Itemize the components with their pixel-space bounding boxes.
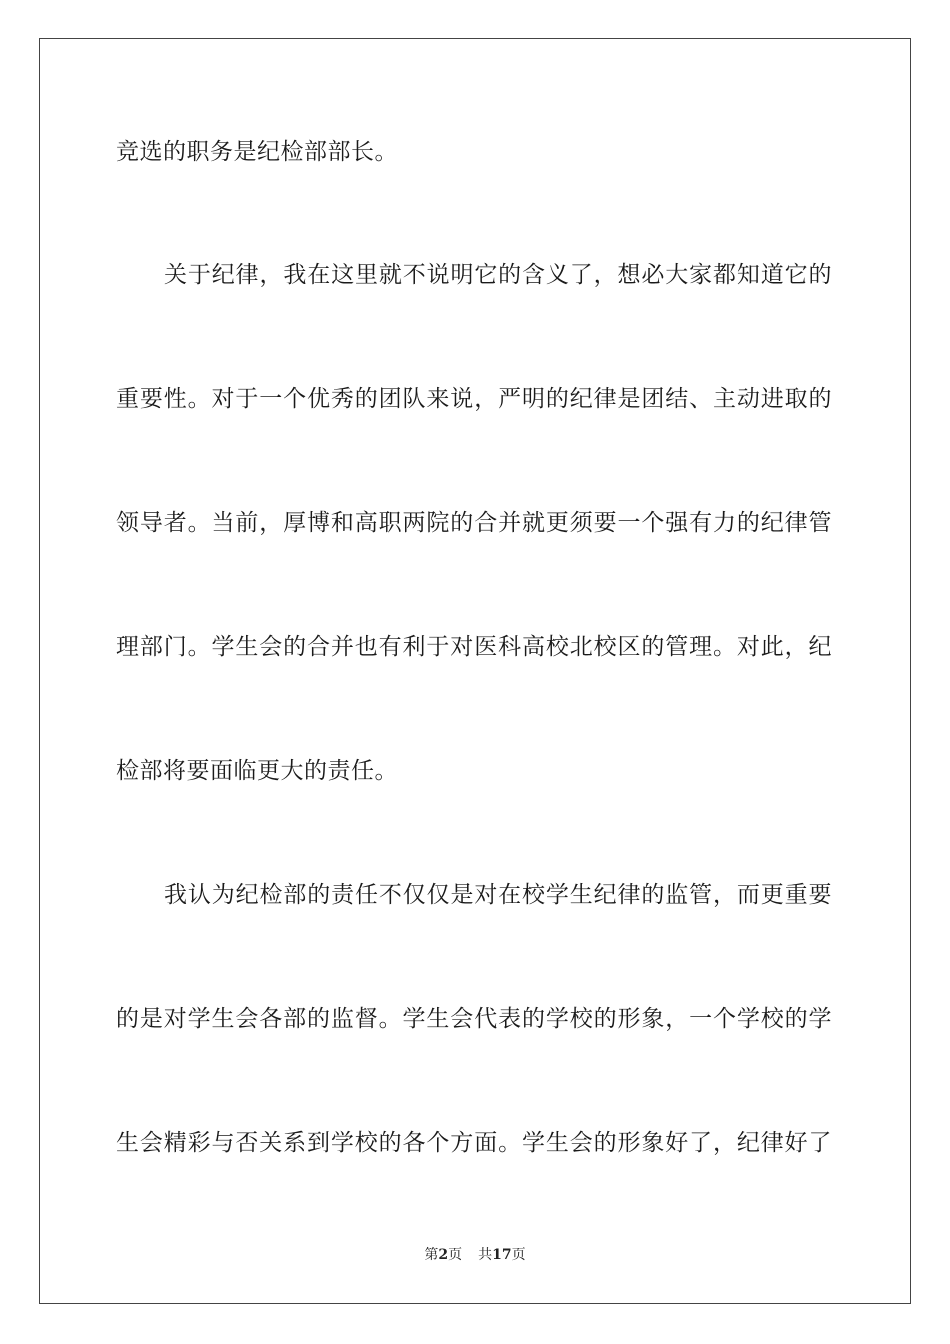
- text-line-5: 理部门。学生会的合并也有利于对医科高校北校区的管理。对此，纪: [116, 634, 832, 660]
- total-prefix: 共: [478, 1247, 493, 1263]
- text-line-9: 生会精彩与否关系到学校的各个方面。学生会的形象好了，纪律好了: [116, 1130, 832, 1156]
- page-footer: [0, 1246, 950, 1264]
- page-prefix: 第: [424, 1247, 439, 1263]
- text-line-7: 我认为纪检部的责任不仅仅是对在校学生纪律的监管，而更重要: [164, 882, 832, 908]
- text-line-3: 重要性。对于一个优秀的团队来说，严明的纪律是团结、主动进取的: [116, 386, 832, 412]
- text-line-8: 的是对学生会各部的监督。学生会代表的学校的形象，一个学校的学: [116, 1006, 832, 1032]
- page-suffix: 页: [448, 1247, 463, 1263]
- text-line-4: 领导者。当前，厚博和高职两院的合并就更须要一个强有力的纪律管: [116, 510, 832, 536]
- text-line-1: 竞选的职务是纪检部部长。: [116, 139, 398, 165]
- page-number: 2: [438, 1247, 449, 1263]
- total-suffix: 页: [511, 1247, 526, 1263]
- page-border: [39, 38, 911, 1304]
- text-line-2: 关于纪律，我在这里就不说明它的含义了，想必大家都知道它的: [164, 262, 832, 288]
- total-pages: 17: [492, 1247, 512, 1263]
- text-line-6: 检部将要面临更大的责任。: [116, 758, 398, 784]
